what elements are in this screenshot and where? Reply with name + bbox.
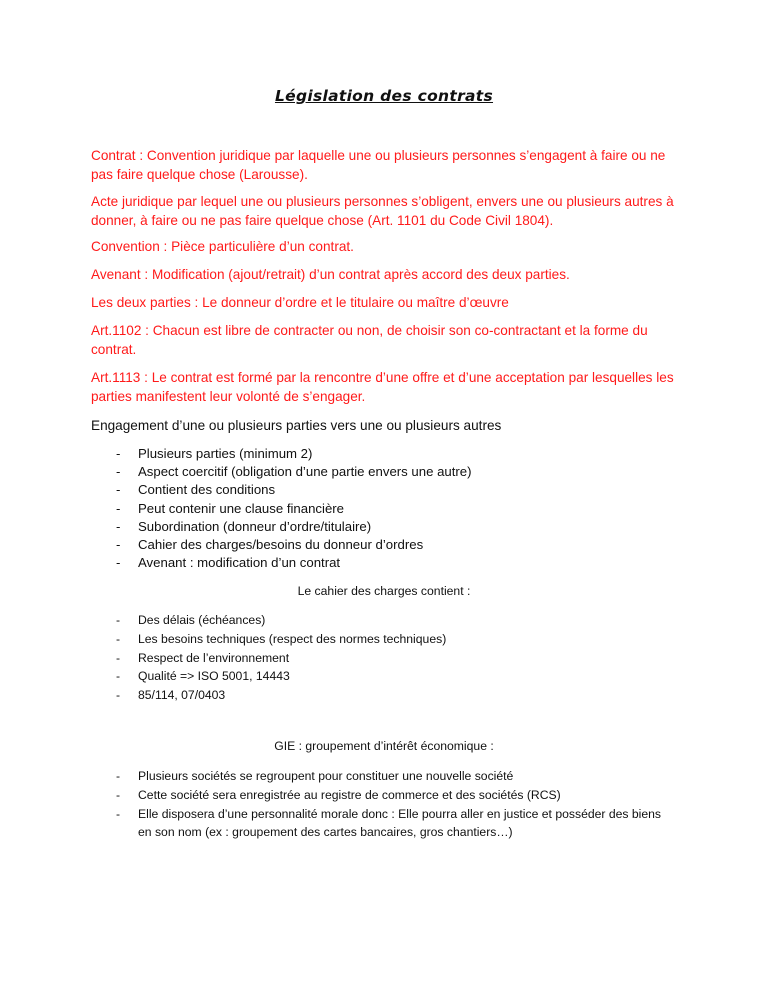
list-item-text: Plusieurs sociétés se regroupent pour constituer une nouvelle société (138, 769, 514, 783)
bullet-dash: - (116, 500, 121, 516)
list-item (116, 667, 446, 686)
bullet-dash: - (116, 806, 121, 821)
cahier-list (116, 611, 446, 705)
bullet-dash: - (116, 769, 121, 783)
bullet-dash: - (116, 482, 121, 498)
bullet-dash: - (116, 787, 121, 802)
list-item (116, 805, 676, 843)
list-item (116, 611, 446, 630)
paragraph-art-1113: Art.1113 : Le contrat est formé par la rencontre d’une offre et d’une acceptation par lesquelles les parties manifestent leur volonté de s’engager. (91, 370, 674, 404)
list-item-text: Les besoins techniques (respect des normes techniques) (138, 631, 447, 646)
engagement-list (116, 445, 472, 572)
list-item-text: Elle disposera d’une personnalité morale donc : Elle pourra aller en justice et posséder des biens en son nom (ex : groupement des cartes bancaires, gros chantiers…) (138, 806, 662, 840)
bullet-dash: - (116, 631, 121, 646)
list-item-text: Avenant : modification d’un contrat (138, 555, 341, 571)
paragraph-acte-juridique: Acte juridique par lequel une ou plusieurs personnes s’obligent, envers une ou plusieurs autres à donner, à faire ou ne pas faire quelque chose (Art. 1101 du Code Civil 1804). (91, 194, 674, 228)
list-item-text: Cette société sera enregistrée au registre de commerce et des sociétés (RCS) (138, 787, 561, 802)
bullet-dash: - (116, 537, 121, 553)
list-item (116, 463, 472, 481)
gie-list (116, 767, 676, 842)
list-item (116, 554, 472, 572)
list-item (116, 518, 472, 536)
list-item-text: Contient des conditions (138, 482, 276, 498)
paragraph-avenant: Avenant : Modification (ajout/retrait) d’un contrat après accord des deux parties. (91, 267, 570, 282)
list-item (116, 445, 472, 463)
engagement-intro: Engagement d’une ou plusieurs parties vers une ou plusieurs autres (91, 418, 502, 433)
paragraph-art-1102: Art.1102 : Chacun est libre de contracter ou non, de choisir son co-contractant et la forme du contrat. (91, 323, 648, 357)
page-title: Législation des contrats (274, 87, 494, 105)
list-item (116, 686, 446, 705)
bullet-dash: - (116, 446, 121, 461)
bullet-dash: - (116, 669, 121, 684)
bullet-dash: - (116, 518, 121, 534)
list-item (116, 630, 446, 649)
list-item-text: Qualité => ISO 5001, 14443 (138, 669, 290, 684)
bullet-dash: - (116, 613, 121, 627)
list-item-text: Cahier des charges/besoins du donneur d’ordres (138, 537, 424, 553)
list-item (116, 481, 472, 499)
gie-heading: GIE : groupement d’intérêt économique : (274, 739, 494, 753)
cahier-heading: Le cahier des charges contient : (297, 584, 471, 598)
list-item (116, 536, 472, 554)
bullet-dash: - (116, 688, 121, 703)
list-item (116, 767, 676, 786)
list-item-text: Peut contenir une clause financière (138, 500, 345, 516)
paragraph-convention: Convention : Pièce particulière d’un contrat. (91, 239, 354, 254)
bullet-dash: - (116, 555, 121, 571)
list-item (116, 500, 472, 518)
list-item-text: Plusieurs parties (minimum 2) (138, 446, 313, 461)
list-item-text: 85/114, 07/0403 (138, 688, 226, 703)
list-item-text: Des délais (échéances) (138, 613, 266, 627)
list-item (116, 649, 446, 668)
bullet-dash: - (116, 650, 121, 665)
list-item-text: Aspect coercitif (obligation d’une partie envers une autre) (138, 464, 472, 480)
paragraph-deux-parties: Les deux parties : Le donneur d’ordre et le titulaire ou maître d’œuvre (91, 295, 509, 310)
paragraph-contrat-definition: Contrat : Convention juridique par laquelle une ou plusieurs personnes s’engagent à faire ou ne pas faire quelque chose (Larousse). (91, 148, 666, 182)
list-item-text: Subordination (donneur d’ordre/titulaire) (138, 518, 372, 534)
list-item-text: Respect de l’environnement (138, 650, 290, 665)
bullet-dash: - (116, 464, 121, 480)
list-item (116, 786, 676, 805)
